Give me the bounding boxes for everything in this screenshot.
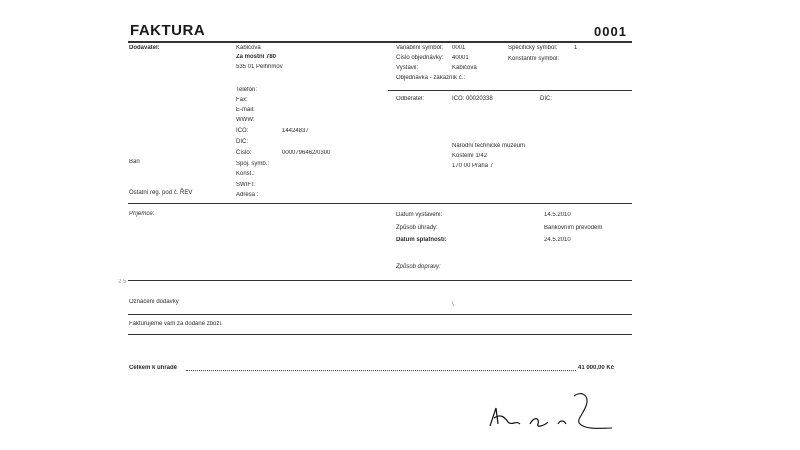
payment-method-label: Způsob úhrady: [396, 225, 438, 231]
specific-symbol-value: 1 [574, 45, 578, 51]
stray-mark: 2 5 [118, 279, 127, 285]
payment-text-rule [128, 334, 632, 335]
contact-label-web: WWW: [236, 117, 255, 123]
invoice-number: 0001 [594, 24, 627, 39]
contact-label-ico: IČO: [236, 128, 249, 134]
customer-line-2: Kostelní 1/42 [452, 153, 488, 159]
specific-symbol-label: Specifický symbol: [508, 45, 558, 51]
order-number-label: Číslo objednávky: [396, 55, 444, 61]
payment-text: Fakturujeme vám za dodané zboží. [129, 321, 223, 327]
variable-symbol-label: Variabilní symbol: [396, 45, 443, 51]
customer-line-1: Národní technické muzeum [452, 143, 526, 149]
registration-label: Ostatní reg. pod č. ŘEV [129, 190, 193, 196]
items-label: Označení dodávky [129, 299, 179, 305]
signature-icon [486, 386, 616, 436]
title-rule [128, 41, 632, 43]
cursor-mark: \ [452, 302, 454, 308]
contact-label-fax: Fax: [236, 97, 248, 103]
contact-label-const: Konst.: [236, 171, 255, 177]
contact-label-email: E-mail: [236, 107, 255, 113]
supplier-rule [128, 203, 632, 204]
bank-label: Ban [129, 159, 140, 165]
contact-label-phone: Telefon: [236, 87, 258, 93]
payment-method-value: Bankovním převodem [544, 225, 603, 231]
total-leader-dots [186, 370, 576, 371]
contact-value-account: 0000796462/0300 [282, 150, 331, 156]
constant-symbol-label: Konstantní symbol: [508, 56, 560, 62]
invoice-title: FAKTURA [130, 22, 206, 39]
order-number-value: 40001 [452, 55, 469, 61]
supplier-line-2: Za mostní 780 [236, 54, 277, 60]
recipient-label: Příjemce: [129, 211, 155, 217]
customer-line-3: 170 00 Praha 7 [452, 163, 494, 169]
contact-label-swift: SWIFT: [236, 182, 256, 188]
contact-label-spec: Spoj. symb.: [236, 161, 270, 167]
supplier-line-3: 535 01 Pelhřimov [236, 64, 283, 70]
items-rule [128, 314, 632, 315]
issued-by-label: Vystavil: [396, 65, 419, 71]
customer-label: Odběratel: [396, 96, 425, 102]
recipient-rule [128, 280, 632, 281]
contact-label-dic: DIČ: [236, 139, 248, 145]
supplier-line-1: Kabičová [236, 45, 261, 51]
contact-label-address: Adresa : [236, 192, 259, 198]
due-date-label: Datum splatnosti: [396, 237, 447, 243]
issue-date-label: Datum vystavení: [396, 212, 443, 218]
total-value: 41 000,00 Kč [578, 365, 615, 371]
customer-order-label: Objednávka - zákazník č.: [396, 75, 466, 81]
variable-symbol-value: 0001 [452, 45, 466, 51]
delivery-method-label: Způsob dopravy: [396, 264, 441, 270]
total-label: Celkem k úhradě [129, 365, 178, 371]
issue-date-value: 14.5.2010 [544, 212, 571, 218]
contact-label-account: Číslo: [236, 150, 252, 156]
contact-value-ico: 14424837 [282, 128, 309, 134]
due-date-value: 24.5.2010 [544, 237, 571, 243]
issued-by-value: Kabičová [452, 65, 477, 71]
meta-rule [388, 90, 632, 91]
customer-dic-label: DIČ: [540, 96, 552, 102]
customer-ico: IČO: 00020338 [452, 96, 493, 102]
supplier-label: Dodavatel: [129, 45, 160, 51]
